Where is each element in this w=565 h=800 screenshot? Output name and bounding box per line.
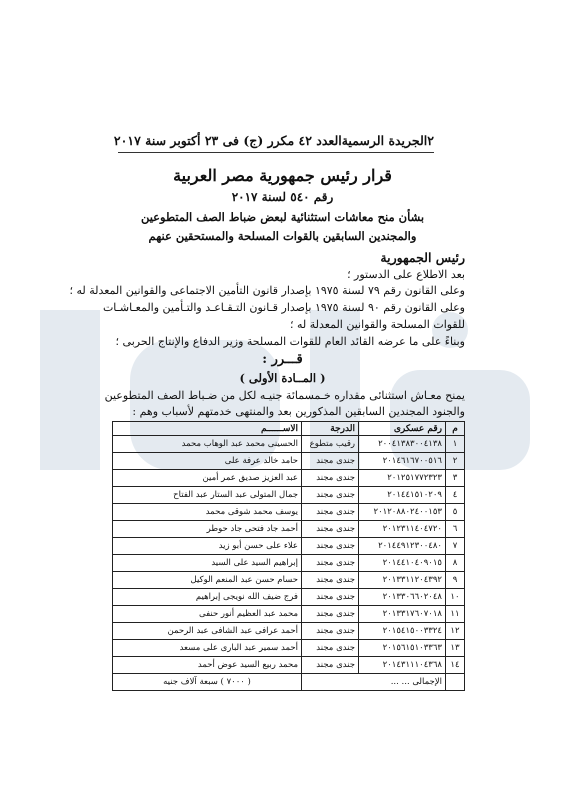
gazette-header [113, 133, 434, 148]
table-row [113, 589, 465, 606]
row-no: ٢ [446, 453, 465, 470]
row-no: ٣ [446, 470, 465, 487]
table-header-row [113, 422, 465, 436]
row-military-number: ٢٠١٢٣١١٤٠٤٧٢٠ [359, 521, 446, 538]
row-rank: رقيب متطوع [302, 436, 359, 453]
preamble-line: وعلى القانون رقم ٧٩ لسنة ١٩٧٥ بإصدار قانون التأمين الاجتماعى والقوانين المعدلة له ؛ [69, 284, 465, 297]
row-rank: جندى مجند [302, 657, 359, 674]
row-rank: جندى مجند [302, 606, 359, 623]
row-no: ٩ [446, 572, 465, 589]
publication-name: الجريدة الرسمية [341, 133, 428, 148]
president-label: رئيس الجمهورية [380, 250, 465, 265]
row-name: حامد خالد عرفة على [113, 453, 302, 470]
row-military-number: ٢٠١٥٤١٥٠٠٣٣٢٤ [359, 623, 446, 640]
row-no: ٧ [446, 538, 465, 555]
row-no: ٨ [446, 555, 465, 572]
row-rank: جندى مجند [302, 589, 359, 606]
table-row [113, 640, 465, 657]
pension-recipients-table [112, 421, 465, 691]
row-military-number: ٢٠١٤٤١٥١٠٢٠٩ [359, 487, 446, 504]
article-text-line: يمنح معـاش استثنائى مقداره خـمسمائة جنيـه لكل من ضـباط الصف المتطوعين [104, 389, 465, 402]
row-no: ١١ [446, 606, 465, 623]
row-name: محمد ربيع السيد عوض أحمد [113, 657, 302, 674]
row-military-number: ٢٠١٣٣١١٢٠٤٣٩٢ [359, 572, 446, 589]
preamble-line: بعد الاطلاع على الدستور ؛ [347, 268, 465, 281]
row-rank: جندى مجند [302, 453, 359, 470]
article-text-line: والجنود المجندين السابقين المذكورين بعد والمنتهى خدمتهم لأسباب وهم : [132, 405, 465, 418]
row-name: يوسف محمد شوقى محمد [113, 504, 302, 521]
table-row [113, 453, 465, 470]
row-military-number: ٢٠١٤٤٩١٢٣٠٠٤٨٠ [359, 538, 446, 555]
total-label: الإجمالى ... ... [302, 674, 446, 691]
row-name: إبراهيم السيد على السيد [113, 555, 302, 572]
preamble-line: وبناءً على ما عرضه القائد العام للقوات المسلحة وزير الدفاع والإنتاج الحربى ؛ [115, 335, 465, 348]
row-rank: جندى مجند [302, 487, 359, 504]
row-rank: جندى مجند [302, 572, 359, 589]
preamble-line: للقوات المسلحة والقوانين المعدلة له ؛ [290, 318, 465, 331]
row-no: ١٠ [446, 589, 465, 606]
table-row [113, 606, 465, 623]
row-military-number: ٢٠١٣٣١٧٦٠٧٠١٨ [359, 606, 446, 623]
row-no: ١٣ [446, 640, 465, 657]
row-military-number: ٢٠٠٤١٣٨٣٠٠٤١٣٨ [359, 436, 446, 453]
total-no-cell [446, 674, 465, 691]
row-name: عبد العزيز صديق عمر أمين [113, 470, 302, 487]
table-row [113, 538, 465, 555]
table-row [113, 487, 465, 504]
row-name: أحمد سمير عبد البارى على مسعد [113, 640, 302, 657]
decree-number: رقم ٥٤٠ لسنة ٢٠١٧ [231, 190, 334, 204]
row-military-number: ٢٠١٢٥١٧٧٢٣٢٣ [359, 470, 446, 487]
issue-info: العدد ٤٢ مكرر (ج) فى ٢٣ أكتوبر سنة ٢٠١٧ [113, 133, 342, 148]
row-rank: جندى مجند [302, 504, 359, 521]
decree-subject-line1: بشأن منح معاشات استثنائية لبعض ضباط الصف المتطوعين [140, 210, 425, 224]
header-military-number: رقم عسكرى [359, 422, 446, 436]
table-row [113, 623, 465, 640]
table-row [113, 436, 465, 453]
table-row [113, 555, 465, 572]
decision-label: قـــرر : [262, 352, 303, 367]
row-name: أحمد عرافى عبد الشافى عبد الرحمن [113, 623, 302, 640]
row-military-number: ٢٠١٤٤١٠٤٠٩٠١٥ [359, 555, 446, 572]
header-rank: الدرجة [302, 422, 359, 436]
table-row [113, 521, 465, 538]
row-no: ٥ [446, 504, 465, 521]
row-name: فرج ضيف الله نويجى إبراهيم [113, 589, 302, 606]
row-military-number: ٢٠١٢٠٨٨٠٢٤٠٠١٥٣ [359, 504, 446, 521]
row-rank: جندى مجند [302, 470, 359, 487]
row-name: محمد عبد العظيم أنور حنفى [113, 606, 302, 623]
header-name: الاســــــم [113, 422, 302, 436]
row-military-number: ٢٠١٤٣١١١٠٤٣٦٨ [359, 657, 446, 674]
row-military-number: ٢٠١٥٦١٥١٠٣٣٦٣ [359, 640, 446, 657]
row-military-number: ٢٠١٣٣٠٦٦٠٢٠٤٨ [359, 589, 446, 606]
header-divider [118, 152, 434, 153]
row-no: ١ [446, 436, 465, 453]
header-no: م [446, 422, 465, 436]
row-name: أحمد جاد فتحى جاد حوطر [113, 521, 302, 538]
article-label: ( المــادة الأولى ) [239, 371, 326, 385]
row-rank: جندى مجند [302, 640, 359, 657]
row-rank: جندى مجند [302, 521, 359, 538]
row-rank: جندى مجند [302, 538, 359, 555]
decree-title: قرار رئيس جمهورية مصر العربية [173, 166, 392, 185]
row-no: ١٤ [446, 657, 465, 674]
row-name: جمال المتولى عبد الستار عبد الفتاح [113, 487, 302, 504]
row-rank: جندى مجند [302, 623, 359, 640]
table-row [113, 572, 465, 589]
row-military-number: ٢٠١٤٦١٦٧٠٠٥١٦ [359, 453, 446, 470]
row-no: ٦ [446, 521, 465, 538]
table-total-row [113, 674, 465, 691]
row-rank: جندى مجند [302, 555, 359, 572]
table-row [113, 657, 465, 674]
decree-subject-line2: والمجندين السابقين بالقوات المسلحة والمستحقين عنهم [148, 229, 417, 243]
row-name: حسام حسن عبد المنعم الوكيل [113, 572, 302, 589]
table-row [113, 470, 465, 487]
row-no: ٤ [446, 487, 465, 504]
table-row [113, 504, 465, 521]
page-number: ٢ [427, 133, 434, 148]
row-no: ١٢ [446, 623, 465, 640]
row-name: الحسينى محمد عبد الوهاب محمد [113, 436, 302, 453]
total-value: ( ٧٠٠٠ ) سبعة آلاف جنيه [113, 674, 302, 691]
row-name: علاء على حسن أبو زيد [113, 538, 302, 555]
preamble-line: وعلى القانون رقم ٩٠ لسنة ١٩٧٥ بإصدار قـانون التـقـاعـد والتـأمين والمعـاشـات [102, 301, 465, 314]
